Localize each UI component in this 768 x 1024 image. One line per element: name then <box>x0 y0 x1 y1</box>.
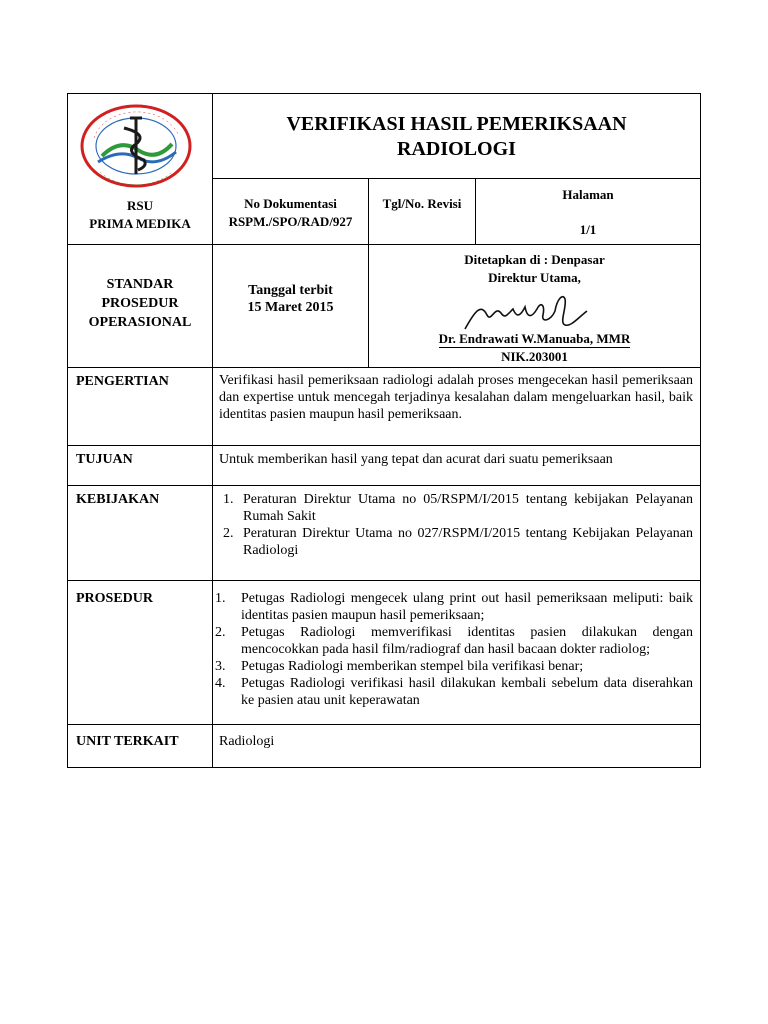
unit-terkait-content-cell <box>212 724 701 768</box>
revision-cell <box>368 178 476 245</box>
list-number: 2. <box>215 625 226 640</box>
page-cell <box>475 178 701 245</box>
list-text: Petugas Radiologi verifikasi hasil dilakukan kembali sebelum data diserahkan ke pasien atau unit keperawatan <box>241 676 693 708</box>
list-item <box>215 590 693 624</box>
tujuan-label-cell <box>67 445 213 486</box>
list-number: 3. <box>215 659 226 674</box>
sop-label-line-3: OPERASIONAL <box>88 315 192 330</box>
list-item <box>219 525 693 559</box>
list-item <box>215 624 693 658</box>
org-line-1: RSU <box>126 198 153 213</box>
list-item <box>219 491 693 525</box>
unit-terkait-label: UNIT TERKAIT <box>76 734 179 749</box>
page-label: Halaman <box>562 187 614 202</box>
doc-number-label: No Dokumentasi <box>244 196 337 211</box>
issue-date-label: Tanggal terbit <box>248 283 333 298</box>
tujuan-text: Untuk memberikan hasil yang tepat dan acurat dari suatu pemeriksaan <box>219 452 613 467</box>
kebijakan-label: KEBIJAKAN <box>76 492 160 507</box>
page-value: 1/1 <box>579 222 597 237</box>
pengertian-text: Verifikasi hasil pemeriksaan radiologi adalah proses mengecekan hasil pemeriksaan dan expertise untuk mencegah terjadinya kesalahan dalam mengeluarkan hasil, baik identitas pasien maupun hasil pemeriksaan. <box>219 373 693 422</box>
list-number: 1. <box>215 591 226 606</box>
kebijakan-content-cell <box>212 485 701 581</box>
org-line-2: PRIMA MEDIKA <box>89 216 191 231</box>
issue-date-value: 15 Maret 2015 <box>247 300 334 315</box>
unit-terkait-label-cell <box>67 724 213 768</box>
list-number: 4. <box>215 676 226 691</box>
prosedur-list <box>215 590 693 709</box>
set-at-text: Ditetapkan di : Denpasar <box>464 252 605 267</box>
kebijakan-label-cell <box>67 485 213 581</box>
document-title-line-2: RADIOLOGI <box>397 138 516 160</box>
doc-number-value: RSPM./SPO/RAD/927 <box>228 214 353 229</box>
title-cell <box>212 93 701 179</box>
issue-date-cell <box>212 244 369 368</box>
logo-cell <box>67 93 213 245</box>
prosedur-label-cell <box>67 580 213 725</box>
sop-label-line-2: PROSEDUR <box>101 296 179 311</box>
signatory-name: Dr. Endrawati W.Manuaba, MMR <box>438 331 631 346</box>
doc-number-cell <box>212 178 369 245</box>
list-text: Petugas Radiologi mengecek ulang print out hasil pemeriksaan meliputi: baik identitas pasien maupun hasil pemeriksaan; <box>241 591 693 623</box>
pengertian-label: PENGERTIAN <box>76 374 169 389</box>
unit-terkait-text: Radiologi <box>219 734 275 749</box>
director-title: Direktur Utama, <box>488 270 581 285</box>
prosedur-content-cell <box>212 580 701 725</box>
kebijakan-list <box>219 491 693 559</box>
signatory-nik: NIK.203001 <box>501 349 568 364</box>
approval-cell <box>368 244 701 368</box>
prosedur-label: PROSEDUR <box>76 591 154 606</box>
signature-image <box>461 285 601 335</box>
list-number: 1. <box>223 492 234 507</box>
list-item <box>215 658 693 675</box>
list-number: 2. <box>223 526 234 541</box>
pengertian-label-cell <box>67 367 213 446</box>
tujuan-content-cell <box>212 445 701 486</box>
list-text: Petugas Radiologi memberikan stempel bila verifikasi benar; <box>241 659 584 674</box>
tujuan-label: TUJUAN <box>76 452 133 467</box>
sop-label-line-1: STANDAR <box>106 277 174 292</box>
revision-label: Tgl/No. Revisi <box>382 196 462 211</box>
list-text: Peraturan Direktur Utama no 05/RSPM/I/2015 tentang kebijakan Pelayanan Rumah Sakit <box>243 492 693 524</box>
pengertian-content-cell <box>212 367 701 446</box>
list-item <box>215 675 693 709</box>
document-title-line-1: VERIFIKASI HASIL PEMERIKSAAN <box>286 113 627 135</box>
list-text: Peraturan Direktur Utama no 027/RSPM/I/2015 tentang Kebijakan Pelayanan Radiologi <box>243 526 693 558</box>
list-text: Petugas Radiologi memverifikasi identitas pasien dilakukan dengan mencocokkan pada hasil film/radiograf dan hasil bacaan dokter radiolog; <box>241 625 693 657</box>
hospital-logo <box>80 104 192 188</box>
sop-label-cell <box>67 244 213 368</box>
